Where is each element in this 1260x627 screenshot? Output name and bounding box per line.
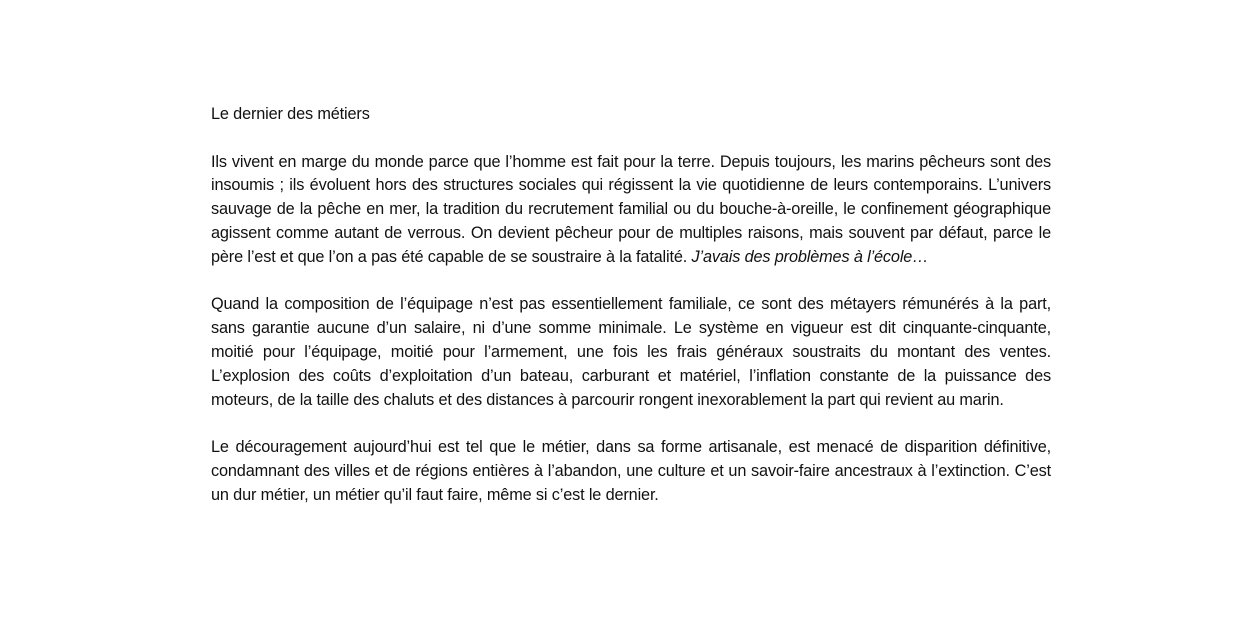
paragraph-3-text: Le découragement aujourd’hui est tel que le métier, dans sa forme artisanale, est menacé de disparition définitive, condamnant des villes et de régions entières à l’abandon, une culture et un savoir-faire ancestraux à l’extinction. C’est un dur métier, un métier qu’il faut faire, même si c’est le dernier. <box>211 438 1051 504</box>
article-title: Le dernier des métiers <box>211 105 370 123</box>
paragraph-2 <box>211 293 1051 412</box>
article <box>211 103 1051 508</box>
paragraph-1-quote: J’avais des problèmes à l’école… <box>691 247 929 266</box>
paragraph-3 <box>211 436 1051 507</box>
paragraph-1 <box>211 151 1051 270</box>
paragraph-1-text: Ils vivent en marge du monde parce que l’homme est fait pour la terre. Depuis toujours, les marins pêcheurs sont des insoumis ; ils évoluent hors des structures sociales qui régissent la vie quotidienne de leurs contemporains. L’univers sauvage de la pêche en mer, la tradition du recrutement familial ou du bouche-à-oreille, le confinement géographique agissent comme autant de verrous. On devient pêcheur pour de multiples raisons, mais souvent par défaut, parce le père l’est et que l’on a pas été capable de se soustraire à la fatalité. <box>211 152 1051 266</box>
paragraph-2-text: Quand la composition de l’équipage n’est pas essentiellement familiale, ce sont des métayers rémunérés à la part, sans garantie aucune d’un salaire, ni d’une somme minimale. Le système en vigueur est dit cinquante-cinquante, moitié pour l’équipage, moitié pour l’armement, une fois les frais généraux soustraits du montant des ventes. L’explosion des coûts d’exploitation d’un bateau, carburant et matériel, l’inflation constante de la puissance des moteurs, de la taille des chaluts et des distances à parcourir rongent inexorablement la part qui revient au marin. <box>211 295 1051 409</box>
